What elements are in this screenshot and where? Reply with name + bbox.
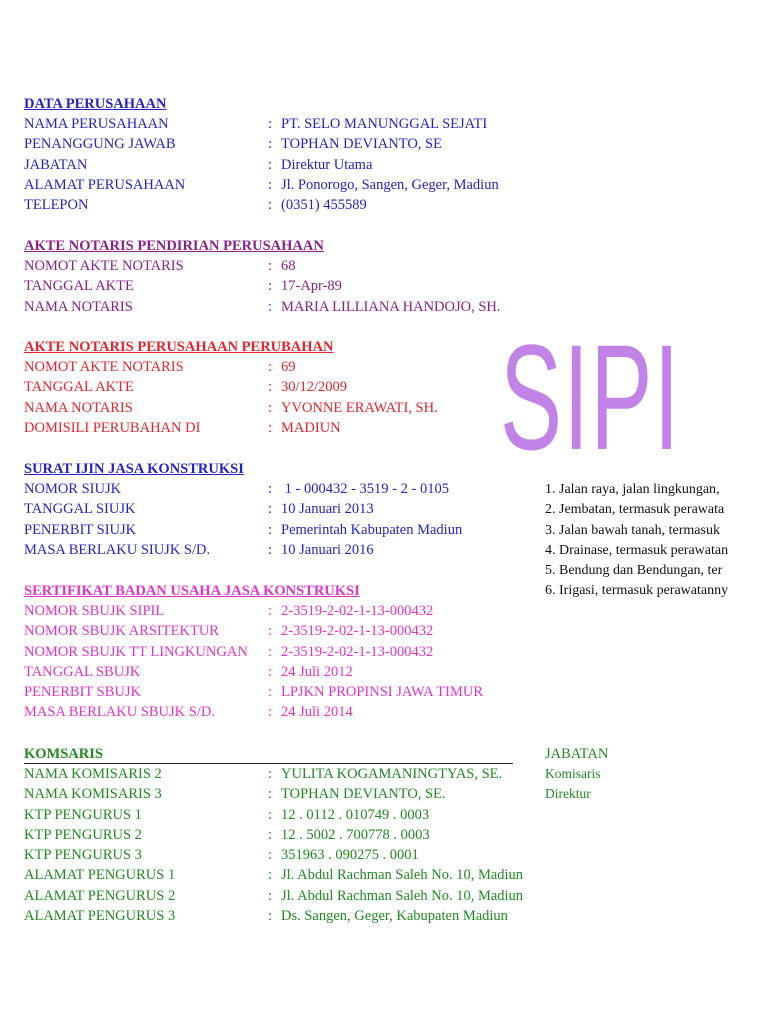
list-item: 2. Jembatan, termasuk perawata	[545, 502, 725, 518]
field-colon: :	[268, 501, 273, 518]
field-colon: :	[268, 908, 273, 925]
field-colon: :	[268, 176, 273, 193]
sipil-scope-list	[545, 480, 768, 602]
field-value: 2-3519-2-02-1-13-000432	[281, 603, 434, 619]
field-colon: :	[268, 663, 273, 680]
section-heading: SURAT IJIN JASA KONSTRUKSI	[24, 461, 244, 477]
field-row	[24, 682, 624, 702]
field-label: NAMA KOMISARIS 3	[24, 786, 162, 803]
field-label: NOMOT AKTE NOTARIS	[24, 359, 184, 375]
field-value: TOPHAN DEVIANTO, SE	[281, 136, 442, 153]
field-value: YULITA KOGAMANINGTYAS, SE.	[281, 766, 503, 782]
field-row	[24, 499, 624, 519]
field-label: MASA BERLAKU SBUJK S/D.	[24, 704, 215, 721]
field-colon: :	[268, 623, 273, 640]
field-value: 12 . 0112 . 010749 . 0003	[281, 806, 430, 823]
list-item: 4. Drainase, termasuk perawatan	[545, 542, 729, 558]
field-value: MADIUN	[281, 419, 341, 436]
field-value: 2-3519-2-02-1-13-000432	[281, 623, 434, 640]
field-value: Jl. Abdul Rachman Saleh No. 10, Madiun	[281, 867, 524, 884]
field-value: (0351) 455589	[281, 197, 367, 214]
field-colon: :	[268, 116, 273, 132]
field-row	[24, 805, 624, 825]
field-colon: :	[268, 867, 273, 884]
field-row	[24, 906, 624, 926]
field-value: MARIA LILLIANA HANDOJO, SH.	[281, 298, 501, 315]
field-label: NAMA NOTARIS	[24, 399, 133, 416]
field-colon: :	[268, 826, 273, 843]
field-value: PT. SELO MANUNGGAL SEJATI	[281, 116, 488, 132]
field-value: 24 Juli 2012	[281, 663, 353, 680]
field-label: PENERBIT SBUJK	[24, 684, 141, 701]
list-item: 3. Jalan bawah tanah, termasuk	[545, 522, 720, 538]
field-row	[24, 642, 624, 662]
jabatan-cell: Komisaris	[545, 766, 601, 781]
field-value: Direktur Utama	[281, 156, 373, 173]
field-label: NAMA KOMISARIS 2	[24, 766, 162, 782]
field-colon: :	[268, 766, 273, 782]
field-colon: :	[268, 136, 273, 153]
list-item: 1. Jalan raya, jalan lingkungan,	[545, 482, 720, 497]
field-row	[24, 784, 624, 804]
field-colon: :	[268, 359, 273, 375]
field-row	[24, 256, 624, 276]
jabatan-column	[545, 744, 608, 805]
field-row	[24, 175, 624, 195]
field-row	[24, 702, 624, 722]
field-value: Jl. Ponorogo, Sangen, Geger, Madiun	[281, 176, 499, 193]
komsaris-underline	[24, 763, 513, 764]
field-label: NOMOR SBUJK SIPIL	[24, 603, 165, 619]
field-colon: :	[268, 603, 273, 619]
field-row	[24, 479, 624, 499]
field-colon: :	[268, 704, 273, 721]
field-colon: :	[268, 298, 273, 315]
field-colon: :	[268, 847, 273, 864]
field-colon: :	[268, 887, 273, 904]
field-row	[24, 825, 624, 845]
field-row	[24, 114, 624, 134]
field-label: TANGGAL AKTE	[24, 379, 134, 396]
field-row	[24, 520, 624, 540]
field-colon: :	[268, 541, 273, 558]
section-heading: DATA PERUSAHAAN	[24, 96, 167, 112]
field-colon: :	[268, 521, 273, 538]
field-label: PENANGGUNG JAWAB	[24, 136, 176, 153]
field-label: NOMOT AKTE NOTARIS	[24, 258, 184, 274]
field-value: 69	[281, 359, 296, 375]
field-colon: :	[268, 481, 273, 497]
field-row	[24, 621, 624, 641]
field-label: ALAMAT PENGURUS 1	[24, 867, 176, 884]
field-value: 17-Apr-89	[281, 278, 342, 295]
field-value: Jl. Abdul Rachman Saleh No. 10, Madiun	[281, 887, 524, 904]
field-row	[24, 155, 624, 175]
field-row	[24, 276, 624, 296]
field-colon: :	[268, 197, 273, 214]
field-label: NOMOR SIUJK	[24, 481, 122, 497]
field-label: ALAMAT PENGURUS 2	[24, 887, 176, 904]
section-komsaris	[24, 744, 624, 926]
field-colon: :	[268, 806, 273, 823]
field-value: 30/12/2009	[281, 379, 348, 396]
field-value: 24 Juli 2014	[281, 704, 353, 721]
field-value: TOPHAN DEVIANTO, SE.	[281, 786, 446, 803]
jabatan-cell: Direktur	[545, 786, 591, 802]
field-label: NOMOR SBUJK TT LINGKUNGAN	[24, 643, 248, 660]
section-akte-pendirian	[24, 236, 624, 317]
section-heading: AKTE NOTARIS PERUSAHAAN PERUBAHAN	[24, 339, 334, 355]
field-colon: :	[268, 684, 273, 701]
field-value: 351963 . 090275 . 0001	[281, 847, 419, 864]
field-label: PENERBIT SIUJK	[24, 521, 137, 538]
field-value: Pemerintah Kabupaten Madiun	[281, 521, 463, 538]
field-value: 2-3519-2-02-1-13-000432	[281, 643, 434, 660]
field-colon: :	[268, 786, 273, 803]
field-value: 10 Januari 2013	[281, 501, 374, 518]
field-colon: :	[268, 156, 273, 173]
field-row	[24, 540, 624, 560]
field-value: YVONNE ERAWATI, SH.	[281, 399, 438, 416]
field-colon: :	[268, 258, 273, 274]
field-label: MASA BERLAKU SIUJK S/D.	[24, 541, 211, 558]
field-colon: :	[268, 419, 273, 436]
field-label: TANGGAL SBUJK	[24, 663, 141, 680]
field-row	[24, 886, 624, 906]
list-item: 6. Irigasi, termasuk perawatanny	[545, 583, 729, 599]
field-row	[24, 601, 624, 621]
field-label: TELEPON	[24, 197, 89, 214]
field-label: JABATAN	[24, 156, 88, 173]
list-item: 5. Bendung dan Bendungan, ter	[545, 563, 723, 579]
section-sbujk	[24, 581, 624, 723]
field-row	[24, 134, 624, 154]
field-row	[24, 662, 624, 682]
field-row	[24, 764, 624, 784]
field-label: NAMA NOTARIS	[24, 298, 133, 315]
section-heading: AKTE NOTARIS PENDIRIAN PERUSAHAAN	[24, 238, 324, 254]
section-heading: SERTIFIKAT BADAN USAHA JASA KONSTRUKSI	[24, 583, 360, 599]
field-label: NOMOR SBUJK ARSITEKTUR	[24, 623, 219, 640]
section-heading: KOMSARIS	[24, 746, 103, 762]
field-row	[24, 865, 624, 885]
field-row	[24, 845, 624, 865]
field-label: DOMISILI PERUBAHAN DI	[24, 419, 201, 436]
field-label: TANGGAL SIUJK	[24, 501, 136, 518]
field-colon: :	[268, 399, 273, 416]
field-row	[24, 195, 624, 215]
section-data-perusahaan	[24, 94, 624, 215]
field-value: 12 . 5002 . 700778 . 0003	[281, 826, 430, 843]
field-label: TANGGAL AKTE	[24, 278, 134, 295]
field-label: NAMA PERUSAHAAN	[24, 116, 169, 132]
field-value: 68	[281, 258, 296, 274]
field-colon: :	[268, 379, 273, 396]
field-label: ALAMAT PENGURUS 3	[24, 908, 176, 925]
field-value: LPJKN PROPINSI JAWA TIMUR	[281, 684, 484, 701]
field-colon: :	[268, 278, 273, 295]
field-label: ALAMAT PERUSAHAAN	[24, 176, 186, 193]
field-value: Ds. Sangen, Geger, Kabupaten Madiun	[281, 908, 508, 925]
field-label: KTP PENGURUS 3	[24, 847, 142, 864]
sipil-watermark: SIPI	[500, 313, 681, 481]
field-label: KTP PENGURUS 2	[24, 826, 142, 843]
field-value: 10 Januari 2016	[281, 541, 374, 558]
field-value: 1 - 000432 - 3519 - 2 - 0105	[281, 481, 449, 497]
field-colon: :	[268, 643, 273, 660]
field-label: KTP PENGURUS 1	[24, 806, 142, 823]
jabatan-header: JABATAN	[545, 746, 609, 762]
